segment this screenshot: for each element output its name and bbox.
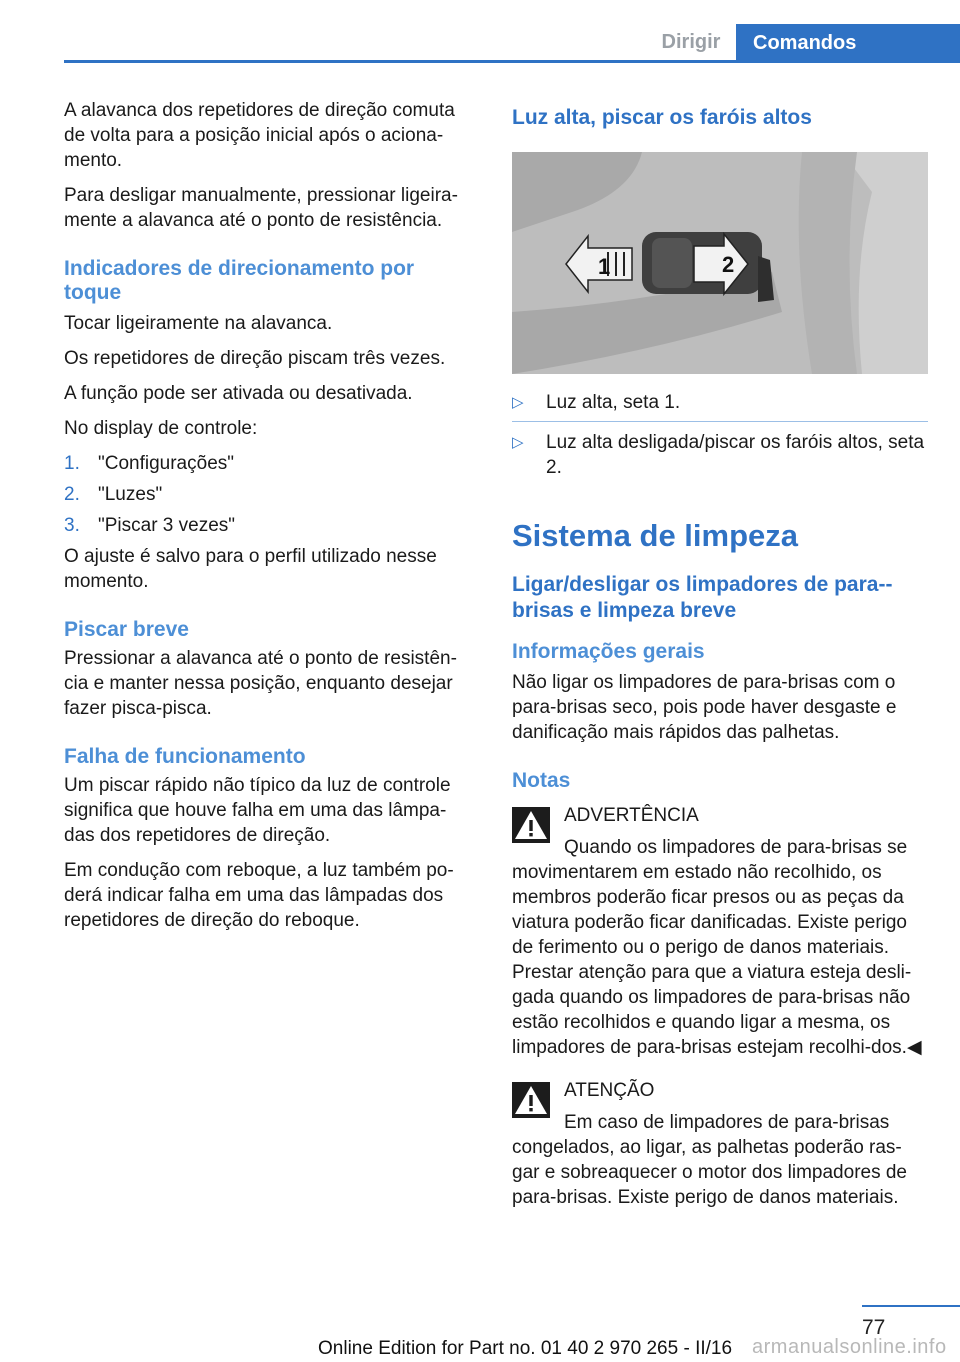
warning-block xyxy=(512,803,928,860)
heading-indicadores: Indicadores de direcionamento por toque xyxy=(64,257,415,304)
bullet-text: Luz alta, seta 1. xyxy=(546,392,681,413)
heading-luz-alta: Luz alta, piscar os faróis altos xyxy=(512,106,812,129)
heading-ligar-desligar: Ligar/desligar os limpadores de para--brisas e limpeza breve xyxy=(512,573,893,622)
step-number: 1. xyxy=(64,453,80,474)
header-section: Dirigir xyxy=(661,31,721,53)
arrow-label-1: 1 xyxy=(598,254,611,279)
lever-figure xyxy=(512,152,928,374)
heading-notas: Notas xyxy=(512,769,571,792)
triangle-bullet-icon: ▷ xyxy=(512,394,524,411)
arrow-label-2: 2 xyxy=(722,252,735,277)
list-item xyxy=(64,513,476,538)
warning-text: Quando os limpadores de para-brisas se xyxy=(564,837,908,858)
list-item xyxy=(512,430,928,480)
paragraph: Os repetidores de direção piscam três vezes. xyxy=(64,348,446,369)
caution-title: ATENÇÃO xyxy=(564,1080,655,1101)
step-number: 3. xyxy=(64,515,80,536)
caution-block xyxy=(512,1078,928,1135)
header-chapter-tab: Comandos xyxy=(736,24,960,63)
paragraph: Em condução com reboque, a luz também po-derá indicar falha em uma das lâmpadas dos repetidores de direção do reboque. xyxy=(64,860,454,931)
step-number: 2. xyxy=(64,484,80,505)
step-text: "Piscar 3 vezes" xyxy=(98,515,236,536)
triangle-bullet-icon: ▷ xyxy=(512,434,524,451)
page-number: 77 xyxy=(862,1316,886,1339)
paragraph: Para desligar manualmente, pressionar ligeira-mente a alavanca até o ponto de resistência. xyxy=(64,185,458,231)
list-item xyxy=(64,451,476,476)
paragraph: Não ligar os limpadores de para-brisas com o para-brisas seco, pois pode haver desgaste e danificação mais rápidos das palhetas. xyxy=(512,672,897,743)
warning-triangle-icon xyxy=(512,807,550,843)
steps-list xyxy=(64,451,476,538)
list-item xyxy=(512,390,928,415)
beam-bullet-list xyxy=(512,430,928,480)
beam-bullet-list xyxy=(512,390,928,415)
paragraph: No display de controle: xyxy=(64,418,258,439)
edition-footer: Online Edition for Part no. 01 40 2 970 265 - II/16 xyxy=(318,1338,733,1359)
heading-sistema-limpeza: Sistema de limpeza xyxy=(512,518,799,553)
warning-text: movimentarem em estado não recolhido, os membros poderão ficar presos ou as peças da viatura poderão ficar danificadas. Existe perigo de ferimento ou o perigo de danos materiais. Prestar atenção para que a viatura esteja desli-gada quando os limpadores de para-brisas não estão recolhidos e quando ligar a mesma, os limpadores de para-brisas estejam recolhi-dos.◀ xyxy=(512,862,922,1058)
caution-text: congelados, ao ligar, as palhetas poderão ras-gar e sobreaquecer o motor dos limpadores de para-brisas. Existe perigo de danos materiais. xyxy=(512,1137,908,1208)
footer-rule xyxy=(862,1305,960,1307)
watermark: armanualsonline.info xyxy=(752,1336,947,1358)
heading-falha: Falha de funcionamento xyxy=(64,745,306,768)
list-divider xyxy=(512,421,928,422)
warning-triangle-icon xyxy=(512,1082,550,1118)
lever-illustration xyxy=(512,152,928,374)
list-item xyxy=(64,482,476,507)
paragraph: Tocar ligeiramente na alavanca. xyxy=(64,313,333,334)
heading-piscar-breve: Piscar breve xyxy=(64,618,189,641)
heading-informacoes-gerais: Informações gerais xyxy=(512,640,705,663)
warning-title: ADVERTÊNCIA xyxy=(564,805,699,826)
caution-text: Em caso de limpadores de para-brisas xyxy=(564,1112,890,1133)
step-text: "Luzes" xyxy=(98,484,163,505)
paragraph: O ajuste é salvo para o perfil utilizado nesse momento. xyxy=(64,546,437,592)
paragraph: A alavanca dos repetidores de direção comuta de volta para a posição inicial após o aciona-mento. xyxy=(64,100,455,171)
bullet-text: Luz alta desligada/piscar os faróis altos, seta 2. xyxy=(546,432,925,478)
step-text: "Configurações" xyxy=(98,453,235,474)
paragraph: A função pode ser ativada ou desativada. xyxy=(64,383,413,404)
right-column xyxy=(512,98,928,1224)
paragraph: Pressionar a alavanca até o ponto de resistên-cia e manter nessa posição, enquanto desejar fazer pisca-pisca. xyxy=(64,648,457,719)
paragraph: Um piscar rápido não típico da luz de controle significa que houve falha em uma das lâmpa-das dos repetidores de direção. xyxy=(64,775,451,846)
left-column xyxy=(64,98,476,943)
